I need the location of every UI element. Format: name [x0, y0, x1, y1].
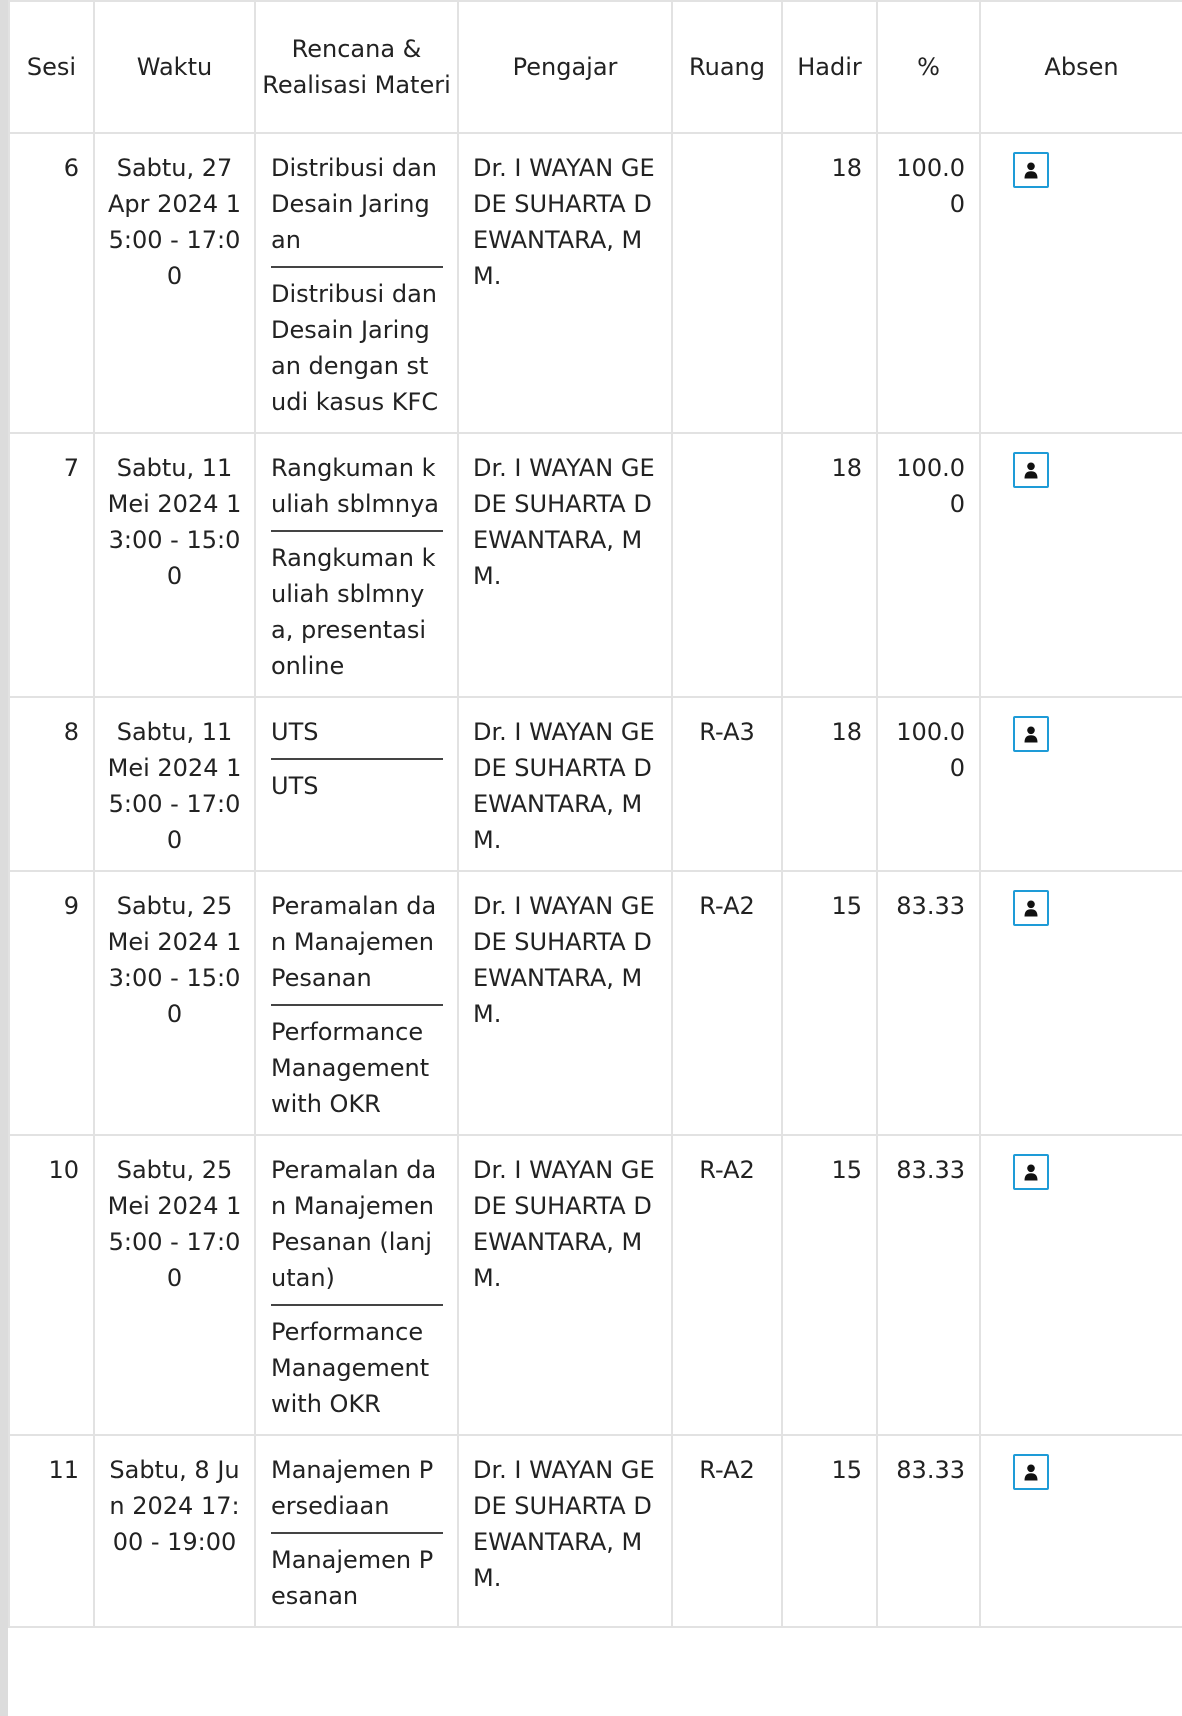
- cell-materi: [255, 1435, 458, 1627]
- table-body: [9, 133, 1182, 1627]
- cell-waktu: Sabtu, 25 Mei 2024 13:00 - 15:00: [94, 871, 255, 1135]
- rencana-materi: UTS: [271, 714, 443, 760]
- attendance-table: [8, 0, 1182, 1628]
- realisasi-materi: Distribusi dan Desain Jaringan dengan studi kasus KFC: [271, 280, 439, 416]
- cell-absen: [980, 871, 1182, 1135]
- cell-waktu: Sabtu, 25 Mei 2024 15:00 - 17:00: [94, 1135, 255, 1435]
- cell-ruang: R-A2: [672, 871, 782, 1135]
- cell-sesi: 10: [9, 1135, 94, 1435]
- table-row: [9, 697, 1182, 871]
- cell-materi: [255, 433, 458, 697]
- cell-pengajar: Dr. I WAYAN GEDE SUHARTA DEWANTARA, MM.: [458, 133, 672, 433]
- cell-absen: [980, 697, 1182, 871]
- cell-sesi: 7: [9, 433, 94, 697]
- realisasi-materi: Performance Management with OKR: [271, 1018, 430, 1118]
- cell-persen: 83.33: [877, 1435, 980, 1627]
- realisasi-materi: Manajemen Pesanan: [271, 1546, 434, 1610]
- table-row: [9, 133, 1182, 433]
- cell-waktu: Sabtu, 27 Apr 2024 15:00 - 17:00: [94, 133, 255, 433]
- header-waktu: Waktu: [94, 1, 255, 133]
- cell-absen: [980, 433, 1182, 697]
- rencana-materi: Manajemen Persediaan: [271, 1452, 443, 1534]
- realisasi-materi: Performance Management with OKR: [271, 1318, 430, 1418]
- cell-waktu: Sabtu, 8 Jun 2024 17:00 - 19:00: [94, 1435, 255, 1627]
- header-sesi: Sesi: [9, 1, 94, 133]
- user-icon: [1024, 462, 1038, 479]
- absen-button[interactable]: [1013, 890, 1049, 926]
- rencana-materi: Peramalan dan Manajemen Pesanan (lanjutan): [271, 1152, 443, 1306]
- cell-ruang: [672, 133, 782, 433]
- header-materi: Rencana & Realisasi Materi: [255, 1, 458, 133]
- cell-waktu: Sabtu, 11 Mei 2024 15:00 - 17:00: [94, 697, 255, 871]
- cell-hadir: 18: [782, 697, 877, 871]
- user-icon: [1024, 900, 1038, 917]
- cell-hadir: 18: [782, 133, 877, 433]
- absen-button[interactable]: [1013, 1154, 1049, 1190]
- cell-sesi: 9: [9, 871, 94, 1135]
- cell-pengajar: Dr. I WAYAN GEDE SUHARTA DEWANTARA, MM.: [458, 433, 672, 697]
- absen-button[interactable]: [1013, 152, 1049, 188]
- rencana-materi: Rangkuman kuliah sblmnya: [271, 450, 443, 532]
- table-row: [9, 433, 1182, 697]
- cell-absen: [980, 1135, 1182, 1435]
- rencana-materi: Peramalan dan Manajemen Pesanan: [271, 888, 443, 1006]
- header-absen: Absen: [980, 1, 1182, 133]
- realisasi-materi: UTS: [271, 772, 319, 800]
- rencana-materi: Distribusi dan Desain Jaringan: [271, 150, 443, 268]
- cell-sesi: 6: [9, 133, 94, 433]
- user-icon: [1024, 1164, 1038, 1181]
- header-pengajar: Pengajar: [458, 1, 672, 133]
- cell-ruang: R-A2: [672, 1435, 782, 1627]
- table-row: [9, 871, 1182, 1135]
- cell-materi: [255, 871, 458, 1135]
- cell-sesi: 11: [9, 1435, 94, 1627]
- table-row: [9, 1135, 1182, 1435]
- user-icon: [1024, 1464, 1038, 1481]
- cell-pengajar: Dr. I WAYAN GEDE SUHARTA DEWANTARA, MM.: [458, 871, 672, 1135]
- user-icon: [1024, 162, 1038, 179]
- header-hadir: Hadir: [782, 1, 877, 133]
- absen-button[interactable]: [1013, 1454, 1049, 1490]
- cell-pengajar: Dr. I WAYAN GEDE SUHARTA DEWANTARA, MM.: [458, 1435, 672, 1627]
- cell-absen: [980, 133, 1182, 433]
- table-row: [9, 1435, 1182, 1627]
- cell-persen: 100.00: [877, 133, 980, 433]
- cell-materi: [255, 1135, 458, 1435]
- cell-waktu: Sabtu, 11 Mei 2024 13:00 - 15:00: [94, 433, 255, 697]
- cell-hadir: 15: [782, 871, 877, 1135]
- cell-persen: 83.33: [877, 871, 980, 1135]
- attendance-table-container: [8, 0, 1182, 1628]
- page-left-border: [0, 0, 8, 1716]
- absen-button[interactable]: [1013, 716, 1049, 752]
- header-row: [9, 1, 1182, 133]
- header-ruang: Ruang: [672, 1, 782, 133]
- user-icon: [1024, 726, 1038, 743]
- cell-pengajar: Dr. I WAYAN GEDE SUHARTA DEWANTARA, MM.: [458, 697, 672, 871]
- cell-ruang: R-A3: [672, 697, 782, 871]
- cell-persen: 100.00: [877, 697, 980, 871]
- table-header: [9, 1, 1182, 133]
- header-persen: %: [877, 1, 980, 133]
- cell-ruang: [672, 433, 782, 697]
- cell-hadir: 15: [782, 1435, 877, 1627]
- cell-hadir: 15: [782, 1135, 877, 1435]
- cell-absen: [980, 1435, 1182, 1627]
- cell-sesi: 8: [9, 697, 94, 871]
- realisasi-materi: Rangkuman kuliah sblmnya, presentasi online: [271, 544, 436, 680]
- cell-hadir: 18: [782, 433, 877, 697]
- cell-materi: [255, 133, 458, 433]
- absen-button[interactable]: [1013, 452, 1049, 488]
- cell-ruang: R-A2: [672, 1135, 782, 1435]
- cell-persen: 100.00: [877, 433, 980, 697]
- cell-persen: 83.33: [877, 1135, 980, 1435]
- cell-materi: [255, 697, 458, 871]
- cell-pengajar: Dr. I WAYAN GEDE SUHARTA DEWANTARA, MM.: [458, 1135, 672, 1435]
